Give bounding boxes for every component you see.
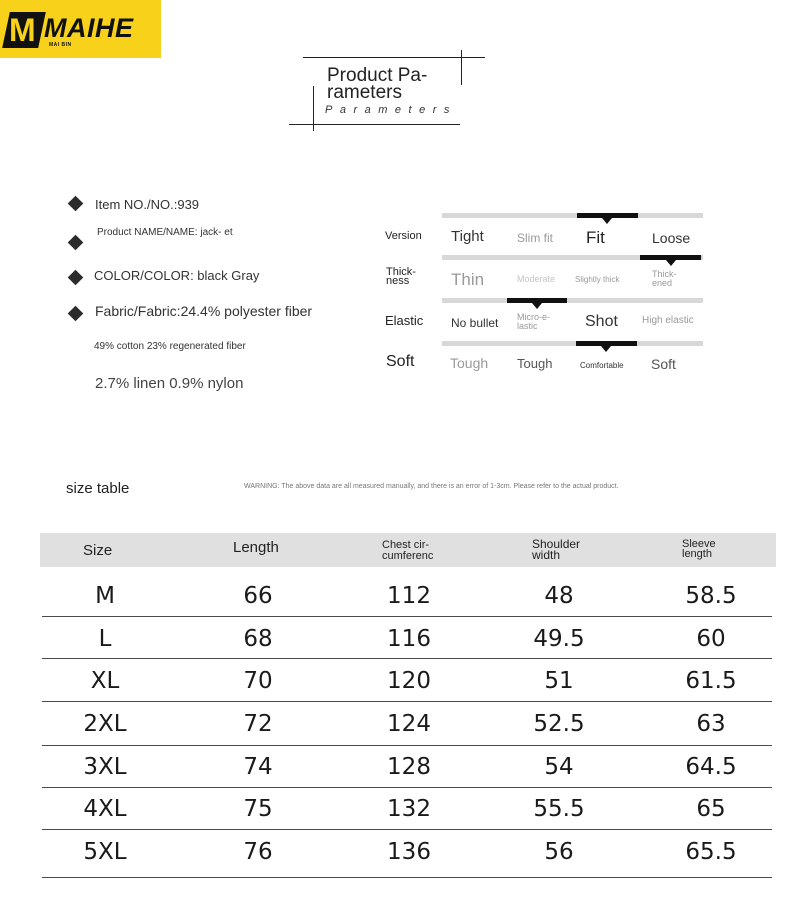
- spec-item-no: Item NO./NO.:939: [95, 197, 200, 212]
- heading-line-bottom: [289, 124, 460, 125]
- table-cell: 72: [243, 711, 273, 737]
- logo-mark-icon: [2, 12, 46, 48]
- table-cell: M: [95, 583, 115, 609]
- table-cell: 3XL: [83, 754, 127, 780]
- size-table-warning: WARNING: The above data are all measured manually, and there is an error of 1-3cm. Please refer to the actual product.: [244, 483, 619, 490]
- table-row-divider: [42, 658, 772, 659]
- scale-bar-version: [442, 213, 703, 218]
- table-cell: 112: [387, 583, 431, 609]
- table-row-divider: [42, 877, 772, 878]
- attr-option: Tough: [517, 356, 553, 371]
- attr-option: Tight: [451, 228, 484, 245]
- table-cell: 66: [243, 583, 273, 609]
- page-title: Product Pa- rameters: [327, 65, 428, 103]
- table-cell: 70: [243, 668, 273, 694]
- table-cell: 58.5: [685, 583, 737, 609]
- pointer-version-icon: [602, 218, 612, 224]
- table-cell: 120: [387, 668, 431, 694]
- pointer-soft-icon: [601, 346, 611, 352]
- attr-option: High elastic: [642, 315, 694, 326]
- attr-option: Fit: [586, 228, 605, 247]
- table-row-divider: [42, 701, 772, 702]
- table-cell: 49.5: [533, 626, 585, 652]
- attr-option: Soft: [651, 356, 676, 372]
- table-cell: 68: [243, 626, 273, 652]
- table-row-divider: [42, 829, 772, 830]
- table-cell: 116: [387, 626, 431, 652]
- logo-mark-letter: M: [9, 12, 36, 48]
- attr-option: Shot: [585, 313, 618, 330]
- table-cell: 74: [243, 754, 273, 780]
- brand-name: MAIHE: [44, 13, 134, 43]
- table-cell: 63: [696, 711, 726, 737]
- attr-option: Thick- ened: [652, 269, 677, 288]
- pointer-thickness-icon: [666, 260, 676, 266]
- table-cell: 136: [387, 839, 431, 865]
- spec-product-name: Product NAME/NAME: jack- et: [97, 227, 233, 238]
- table-cell: 75: [243, 796, 273, 822]
- header-chest: Chest cir- cumferenc: [382, 539, 434, 562]
- table-cell: 4XL: [83, 796, 127, 822]
- table-row-divider: [42, 616, 772, 617]
- heading-line-top: [303, 57, 485, 58]
- table-cell: 65: [696, 796, 726, 822]
- table-cell: 60: [696, 626, 726, 652]
- attr-option: Slightly thick: [575, 275, 620, 284]
- spec-color: COLOR/COLOR: black Gray: [94, 268, 260, 283]
- header-size: Size: [83, 542, 113, 559]
- spec-fabric-line3: 2.7% linen 0.9% nylon: [95, 375, 244, 392]
- table-cell: 132: [387, 796, 431, 822]
- attr-label-soft: Soft: [386, 353, 415, 370]
- table-cell: 55.5: [533, 796, 585, 822]
- header-length: Length: [233, 539, 279, 556]
- scale-bar-elastic: [442, 298, 703, 303]
- attr-option: Micro-e- lastic: [517, 312, 550, 331]
- pointer-elastic-icon: [532, 303, 542, 309]
- bullet-diamond-icon: [68, 270, 84, 286]
- attr-option: No bullet: [451, 316, 499, 330]
- table-cell: 54: [544, 754, 574, 780]
- table-cell: 56: [544, 839, 574, 865]
- heading-line-left: [313, 86, 314, 131]
- size-table-title: size table: [66, 480, 130, 497]
- table-cell: L: [98, 626, 112, 652]
- table-cell: 64.5: [685, 754, 737, 780]
- attr-label-elastic: Elastic: [385, 313, 424, 328]
- table-cell: XL: [90, 668, 120, 694]
- bullet-diamond-icon: [68, 235, 84, 251]
- attr-option: Loose: [652, 230, 691, 246]
- table-cell: 76: [243, 839, 273, 865]
- header-sleeve: Sleeve length: [682, 538, 716, 560]
- attr-label-thickness: Thick- ness: [386, 266, 416, 287]
- table-cell: 65.5: [685, 839, 737, 865]
- page-subtitle: Parameters: [325, 104, 457, 116]
- scale-bar-soft: [442, 341, 703, 346]
- attr-option: Slim fit: [517, 231, 553, 245]
- table-row-divider: [42, 745, 772, 746]
- spec-fabric: Fabric/Fabric:24.4% polyester fiber: [95, 303, 313, 319]
- attr-option: Comfortable: [580, 361, 624, 370]
- table-cell: 61.5: [685, 668, 737, 694]
- attr-option: Moderate: [517, 274, 556, 284]
- table-cell: 51: [544, 668, 574, 694]
- table-row-divider: [42, 787, 772, 788]
- table-cell: 52.5: [533, 711, 585, 737]
- bullet-diamond-icon: [68, 306, 84, 322]
- table-cell: 5XL: [83, 839, 127, 865]
- bullet-diamond-icon: [68, 196, 84, 212]
- table-cell: 128: [387, 754, 431, 780]
- attr-option: Tough: [450, 355, 489, 371]
- table-cell: 124: [387, 711, 431, 737]
- header-shoulder: Shoulder width: [532, 537, 581, 562]
- attr-label-version: Version: [385, 230, 422, 242]
- table-cell: 48: [544, 583, 574, 609]
- attr-option: Thin: [451, 270, 485, 289]
- spec-fabric-line2: 49% cotton 23% regenerated fiber: [94, 341, 246, 352]
- brand-sub: MAI BIN: [49, 42, 72, 48]
- brand-logo: [0, 0, 161, 58]
- table-cell: 2XL: [83, 711, 127, 737]
